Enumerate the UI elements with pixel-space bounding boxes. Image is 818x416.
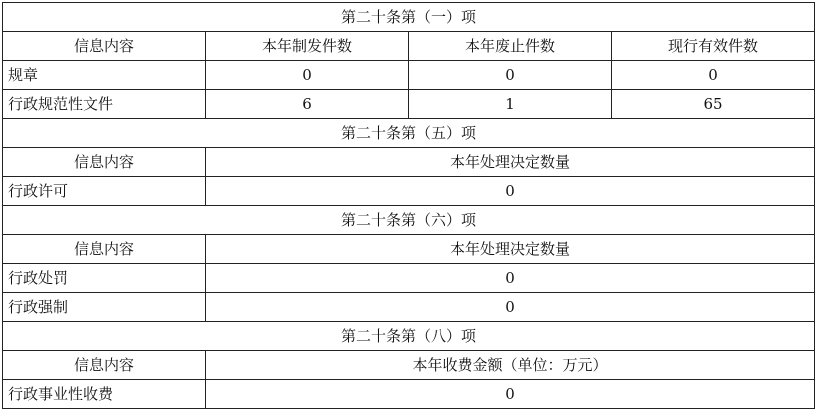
section-title-row xyxy=(3,206,815,235)
disclosure-table xyxy=(2,2,815,409)
table-row xyxy=(3,90,815,119)
data-cell: 0 xyxy=(409,61,612,90)
header-cell: 本年废止件数 xyxy=(409,32,612,61)
header-cell: 本年制发件数 xyxy=(206,32,409,61)
section-title: 第二十条第（八）项 xyxy=(3,322,815,351)
table-row xyxy=(3,177,815,206)
header-row xyxy=(3,351,815,380)
section-title-row xyxy=(3,3,815,32)
data-cell: 1 xyxy=(409,90,612,119)
section-title: 第二十条第（五）项 xyxy=(3,119,815,148)
header-row xyxy=(3,32,815,61)
section-title: 第二十条第（六）项 xyxy=(3,206,815,235)
header-row xyxy=(3,148,815,177)
data-cell: 0 xyxy=(206,177,815,206)
row-label: 规章 xyxy=(3,61,206,90)
section-title: 第二十条第（一）项 xyxy=(3,3,815,32)
header-cell: 信息内容 xyxy=(3,148,206,177)
table-row xyxy=(3,293,815,322)
section-title-row xyxy=(3,119,815,148)
section-title-row xyxy=(3,322,815,351)
row-label: 行政事业性收费 xyxy=(3,380,206,409)
data-cell: 0 xyxy=(206,293,815,322)
row-label: 行政强制 xyxy=(3,293,206,322)
data-cell: 0 xyxy=(612,61,815,90)
header-cell: 本年收费金额（单位：万元） xyxy=(206,351,815,380)
data-cell: 0 xyxy=(206,264,815,293)
data-cell: 0 xyxy=(206,380,815,409)
table-row xyxy=(3,61,815,90)
table-row xyxy=(3,380,815,409)
row-label: 行政规范性文件 xyxy=(3,90,206,119)
table-row xyxy=(3,264,815,293)
header-cell: 本年处理决定数量 xyxy=(206,148,815,177)
data-cell: 0 xyxy=(206,61,409,90)
header-cell: 现行有效件数 xyxy=(612,32,815,61)
header-row xyxy=(3,235,815,264)
header-cell: 信息内容 xyxy=(3,235,206,264)
row-label: 行政处罚 xyxy=(3,264,206,293)
header-cell: 本年处理决定数量 xyxy=(206,235,815,264)
header-cell: 信息内容 xyxy=(3,351,206,380)
row-label: 行政许可 xyxy=(3,177,206,206)
data-cell: 65 xyxy=(612,90,815,119)
header-cell: 信息内容 xyxy=(3,32,206,61)
data-cell: 6 xyxy=(206,90,409,119)
